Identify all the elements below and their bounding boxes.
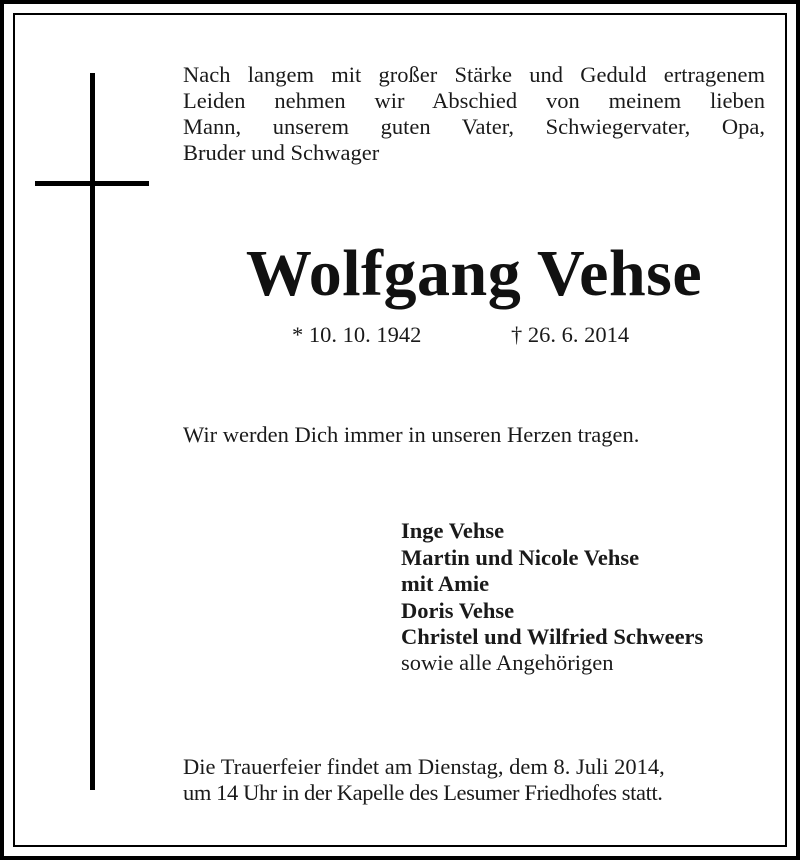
- intro-line: Leiden nehmen wir Abschied von meinem lieben: [183, 88, 765, 113]
- funeral-line: um 14 Uhr in der Kapelle des Lesumer Friedhofes statt.: [183, 780, 663, 805]
- intro-line: Nach langem mit großer Stärke und Geduld ertragenem: [183, 62, 765, 87]
- cross-horizontal-bar: [35, 181, 149, 186]
- memorial-line: Wir werden Dich immer in unseren Herzen tragen.: [183, 422, 640, 447]
- mourner: Martin und Nicole Vehse: [401, 545, 640, 570]
- intro-line: Mann, unserem guten Vater, Schwiegervater, Opa,: [183, 114, 765, 139]
- intro-line: Bruder und Schwager: [183, 140, 380, 165]
- death-date: † 26. 6. 2014: [511, 322, 630, 347]
- mourner: mit Amie: [401, 571, 490, 596]
- mourners-note: sowie alle Angehörigen: [401, 650, 614, 675]
- mourner: Doris Vehse: [401, 598, 515, 623]
- mourner: Inge Vehse: [401, 518, 505, 543]
- mourner: Christel und Wilfried Schweers: [401, 624, 704, 649]
- funeral-line: Die Trauerfeier findet am Dienstag, dem 8. Juli 2014,: [183, 754, 665, 779]
- deceased-name: Wolfgang Vehse: [245, 237, 703, 310]
- birth-date: * 10. 10. 1942: [292, 322, 422, 347]
